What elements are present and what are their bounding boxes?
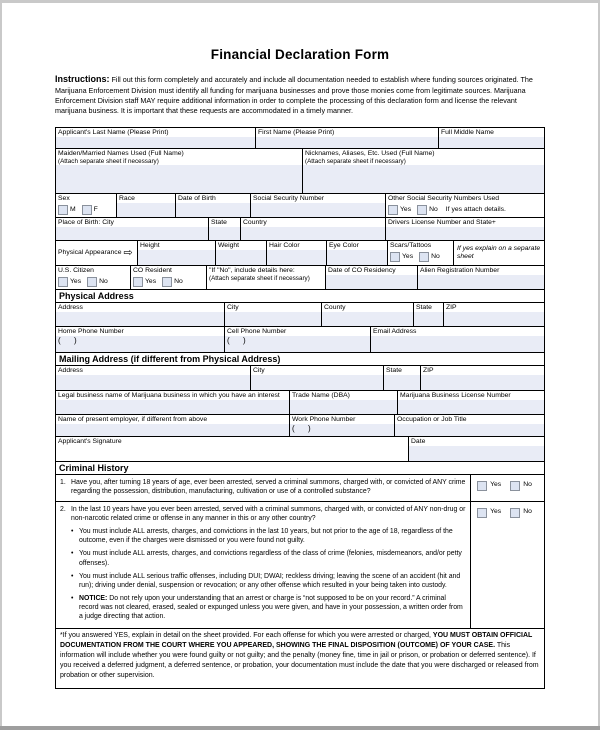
bullet-icon: • bbox=[71, 528, 74, 536]
checkbox-label: Yes bbox=[400, 205, 412, 213]
footnote bbox=[56, 629, 544, 688]
section-physical-address bbox=[56, 290, 544, 303]
field-label: Address bbox=[58, 367, 83, 374]
field-license-number bbox=[398, 391, 544, 414]
pa-city-input[interactable] bbox=[225, 312, 321, 326]
field-race bbox=[117, 194, 176, 217]
hair-color-input[interactable] bbox=[267, 250, 326, 265]
field-label: Occupation or Job Title bbox=[397, 416, 467, 423]
field-sex bbox=[56, 194, 117, 217]
dob-input[interactable] bbox=[176, 203, 250, 217]
field-note: If yes explain on a separate sheet bbox=[457, 244, 541, 260]
field-pob-city bbox=[56, 218, 209, 240]
date-input[interactable] bbox=[409, 446, 544, 461]
field-label: City bbox=[253, 367, 265, 374]
ma-city-input[interactable] bbox=[251, 375, 383, 390]
field-employer bbox=[56, 415, 290, 436]
weight-input[interactable] bbox=[216, 250, 266, 265]
row-physical-address bbox=[56, 303, 544, 327]
field-label: Other Social Security Numbers Used bbox=[388, 195, 500, 202]
resident-options bbox=[131, 275, 206, 288]
height-input[interactable] bbox=[138, 250, 215, 265]
section-mailing-address bbox=[56, 353, 544, 366]
field-height bbox=[138, 241, 216, 265]
citizen-options bbox=[56, 275, 130, 288]
field-label: Scars/Tattoos bbox=[390, 242, 432, 249]
question-1-answers bbox=[471, 475, 544, 501]
field-label: Email Address bbox=[373, 328, 417, 335]
field-last-name bbox=[56, 128, 256, 148]
license-number-input[interactable] bbox=[398, 400, 544, 414]
race-input[interactable] bbox=[117, 203, 175, 217]
other-ssn-options bbox=[386, 203, 544, 216]
question-number: 1. bbox=[60, 479, 66, 486]
field-signature[interactable] bbox=[56, 437, 409, 461]
field-label: Full Middle Name bbox=[441, 129, 494, 136]
field-legal-business-name bbox=[56, 391, 290, 414]
field-eye-color bbox=[327, 241, 388, 265]
checkbox-male[interactable] bbox=[58, 205, 68, 215]
checkbox-q2-no[interactable] bbox=[510, 508, 520, 518]
field-pa-city bbox=[225, 303, 322, 326]
nicknames-input[interactable] bbox=[303, 165, 544, 193]
field-drivers-license bbox=[386, 218, 544, 240]
checkbox-label: No bbox=[431, 252, 440, 260]
checkbox-label: Yes bbox=[145, 277, 157, 285]
email-input[interactable] bbox=[371, 336, 544, 352]
field-label: Place of Birth: City bbox=[58, 219, 114, 226]
field-nicknames bbox=[303, 149, 544, 193]
scars-options bbox=[388, 250, 453, 263]
field-label: State bbox=[416, 304, 432, 311]
field-scars-tattoos bbox=[388, 241, 454, 265]
field-label: CO Resident bbox=[133, 267, 172, 274]
occupation-input[interactable] bbox=[395, 424, 544, 436]
bullet-icon: • bbox=[71, 550, 74, 558]
instructions-paragraph bbox=[55, 73, 545, 116]
page-edge-left bbox=[0, 0, 2, 730]
field-label: Legal business name of Marijuana business in which you have an interest bbox=[58, 392, 280, 399]
question-1-row bbox=[56, 475, 544, 502]
field-label: Sex bbox=[58, 195, 70, 202]
ma-state-input[interactable] bbox=[384, 375, 420, 390]
pob-country-input[interactable] bbox=[241, 227, 385, 240]
appearance-label-cell bbox=[56, 241, 138, 265]
field-date bbox=[409, 437, 544, 461]
row-signature bbox=[56, 437, 544, 462]
field-cell-phone bbox=[225, 327, 371, 352]
field-label: Applicant's Signature bbox=[58, 438, 122, 445]
last-name-input[interactable] bbox=[56, 137, 255, 148]
trade-name-input[interactable] bbox=[290, 400, 397, 414]
bullet-text: You must include ALL arrests, charges, and convictions regardless of the class of crime (felonies, misdemeanors, and/or petty offenses). bbox=[79, 550, 462, 567]
checkbox-label: Yes bbox=[490, 508, 502, 515]
section-title: Physical Address bbox=[59, 291, 134, 302]
field-first-name bbox=[256, 128, 439, 148]
field-ma-city bbox=[251, 366, 384, 390]
field-label: "If "No", include details here: bbox=[209, 267, 295, 274]
checkbox-citizen-no[interactable] bbox=[87, 277, 97, 287]
field-label: Date of Birth bbox=[178, 195, 216, 202]
field-label: Applicant's Last Name (Please Print) bbox=[58, 129, 169, 136]
field-pa-state bbox=[414, 303, 444, 326]
first-name-input[interactable] bbox=[256, 137, 438, 148]
pa-state-input[interactable] bbox=[414, 312, 443, 326]
field-label: Country bbox=[243, 219, 267, 226]
field-maiden-names bbox=[56, 149, 303, 193]
question-2-bullet bbox=[60, 527, 466, 545]
field-pa-zip bbox=[444, 303, 544, 326]
field-label: Trade Name (DBA) bbox=[292, 392, 350, 399]
field-sublabel: (Attach separate sheet if necessary) bbox=[58, 157, 159, 165]
checkbox-label: F bbox=[93, 205, 98, 213]
section-title: Criminal History bbox=[59, 463, 129, 474]
checkbox-citizen-yes[interactable] bbox=[58, 277, 68, 287]
checkbox-label: No bbox=[99, 277, 108, 285]
field-label: Eye Color bbox=[329, 242, 359, 249]
field-ma-state bbox=[384, 366, 421, 390]
middle-name-input[interactable] bbox=[439, 137, 544, 148]
question-number: 2. bbox=[60, 506, 66, 513]
checkbox-q1-no[interactable] bbox=[510, 481, 520, 491]
ma-address-input[interactable] bbox=[56, 375, 250, 390]
page-title: Financial Declaration Form bbox=[210, 47, 390, 62]
checkbox-q1-yes[interactable] bbox=[477, 481, 487, 491]
bullet-icon: • bbox=[71, 572, 74, 580]
section-title: Mailing Address (if different from Physical Address) bbox=[59, 354, 281, 365]
field-middle-name bbox=[439, 128, 544, 148]
checkbox-label: No bbox=[429, 205, 438, 213]
row-employer bbox=[56, 415, 544, 437]
maiden-names-input[interactable] bbox=[56, 165, 302, 193]
field-label: Cell Phone Number bbox=[227, 328, 287, 335]
question-2-notice bbox=[60, 594, 466, 621]
checkbox-label: M bbox=[70, 205, 76, 213]
question-2-text bbox=[56, 502, 471, 628]
pob-city-input[interactable] bbox=[56, 227, 208, 240]
row-mailing-address bbox=[56, 366, 544, 391]
instructions-text: Fill out this form completely and accurately and include all documentation needed to establish where funding sources originated. The Marijuana Enforcement Division must identify all funding for marijuana businesses and prove those monies come from legitimate sources. Marijuana Enforcement Division staff MAY require additional information in order to complete the processing of this declaration form and license the relevant marijuana business. It is important that these requests are accommodated in a timely manner. bbox=[55, 75, 533, 115]
field-label: Hair Color bbox=[269, 242, 300, 249]
row-citizenship bbox=[56, 266, 544, 290]
ssn-input[interactable] bbox=[251, 203, 385, 217]
pob-state-input[interactable] bbox=[209, 227, 240, 240]
field-label: Drivers License Number and State+ bbox=[388, 219, 496, 226]
checkbox-resident-yes[interactable] bbox=[133, 277, 143, 287]
scars-explain-note bbox=[454, 241, 544, 265]
question-1-text bbox=[56, 475, 471, 501]
checkbox-resident-no[interactable] bbox=[162, 277, 172, 287]
field-label: Maiden/Married Names Used (Full Name) bbox=[58, 150, 184, 157]
field-label: Work Phone Number bbox=[292, 416, 356, 423]
question-2-answers bbox=[471, 502, 544, 628]
field-ma-address bbox=[56, 366, 251, 390]
field-other-ssn bbox=[386, 194, 544, 217]
checkbox-label: Yes bbox=[402, 252, 414, 260]
field-label: Social Security Number bbox=[253, 195, 325, 202]
field-ssn bbox=[251, 194, 386, 217]
field-weight bbox=[216, 241, 267, 265]
field-label: City bbox=[227, 304, 239, 311]
field-us-citizen bbox=[56, 266, 131, 289]
field-co-resident bbox=[131, 266, 207, 289]
eye-color-input[interactable] bbox=[327, 250, 387, 265]
field-label: Weight bbox=[218, 242, 240, 249]
co-residency-date-input[interactable] bbox=[326, 275, 417, 289]
alien-number-input[interactable] bbox=[418, 275, 544, 289]
bullet-text: You must include ALL arrests, charges, and convictions in the last 10 years, but not prior to the age of 18, regardless of the outcome, even if the charges were dismissed or you were found not guilty. bbox=[79, 528, 453, 545]
field-alien-number bbox=[418, 266, 544, 289]
checkbox-female[interactable] bbox=[82, 205, 92, 215]
instructions-label: Instructions: bbox=[55, 74, 110, 84]
field-home-phone bbox=[56, 327, 225, 352]
row-aliases bbox=[56, 149, 544, 194]
checkbox-label: Yes bbox=[70, 277, 82, 285]
field-dob bbox=[176, 194, 251, 217]
field-label: ZIP bbox=[446, 304, 457, 311]
field-pob-country bbox=[241, 218, 386, 240]
checkbox-label: Yes bbox=[490, 481, 502, 488]
footnote-part2: YOU MUST OBTAIN OFFICIAL DOCUMENTATION FROM THE COURT WHERE YOU APPEARED, SHOWING THE FINAL DISPOSITION (OUTCOME) OF YOUR CASE. bbox=[60, 632, 533, 649]
row-appearance bbox=[56, 241, 544, 266]
field-label: First Name (Please Print) bbox=[258, 129, 335, 136]
field-note: If yes attach details. bbox=[445, 205, 506, 213]
drivers-license-input[interactable] bbox=[386, 227, 544, 240]
field-label: Race bbox=[119, 195, 135, 202]
work-phone-input[interactable]: ( ) bbox=[290, 424, 394, 436]
section-criminal-history bbox=[56, 462, 544, 475]
bullet-text: You must include ALL serious traffic offenses, including DUI; DWAI; reckless driving; leaving the scene of an accident (hit and run); driving under denial, suspension or revocation; or any other offense which resulted in your being taken into custody. bbox=[79, 572, 461, 589]
notice-body: Do not rely upon your understanding that an arrest or charge is “not supposed to be on your record.” A criminal record was not cleared, erased, sealed or expunged unless you were given, and have in your possession, a written order from a judge directing that action. bbox=[79, 594, 463, 621]
checkbox-other-ssn-yes[interactable] bbox=[388, 205, 398, 215]
field-work-phone bbox=[290, 415, 395, 436]
page-bottom-bar bbox=[0, 726, 600, 730]
checkbox-scars-yes[interactable] bbox=[390, 252, 400, 262]
field-label: ZIP bbox=[423, 367, 434, 374]
field-label: Marijuana Business License Number bbox=[400, 392, 511, 399]
footnote-part1: *If you answered YES, explain in detail on the sheet provided. For each offense for which you were arrested or charged, bbox=[60, 632, 433, 639]
pa-zip-input[interactable] bbox=[444, 312, 544, 326]
field-if-no-details[interactable] bbox=[207, 266, 326, 289]
field-label: Address bbox=[58, 304, 83, 311]
field-label: Date bbox=[411, 438, 426, 445]
question-2-row bbox=[56, 502, 544, 629]
question-body: In the last 10 years have you ever been arrested, served with a criminal summons, charged with, or convicted of ANY non-drug or non-narcotic related crime or offense in any manner in this or any other country? bbox=[71, 506, 466, 523]
ma-zip-input[interactable] bbox=[421, 375, 544, 390]
row-birthplace bbox=[56, 218, 544, 241]
field-label: County bbox=[324, 304, 346, 311]
field-label: Name of present employer, if different from above bbox=[58, 416, 208, 423]
footnote-text bbox=[60, 631, 540, 686]
field-label: Home Phone Number bbox=[58, 328, 124, 335]
row-phones bbox=[56, 327, 544, 353]
question-2-bullet bbox=[60, 572, 466, 590]
field-co-residency-date bbox=[326, 266, 418, 289]
field-hair-color bbox=[267, 241, 327, 265]
declaration-form bbox=[55, 127, 545, 689]
field-pa-address bbox=[56, 303, 225, 326]
notice-label: NOTICE: bbox=[79, 594, 108, 602]
field-label: Alien Registration Number bbox=[420, 267, 500, 274]
field-label: Height bbox=[140, 242, 160, 249]
pa-county-input[interactable] bbox=[322, 312, 413, 326]
field-label: Date of CO Residency bbox=[328, 267, 396, 274]
question-body: Have you, after turning 18 years of age, ever been arrested, served a criminal summons, charged with, or convicted of ANY crime regarding the possession, distribution, manufacturing, cultivation or use of a controlled substance? bbox=[71, 479, 466, 496]
row-vitals bbox=[56, 194, 544, 218]
field-sublabel: (Attach separate sheet if necessary) bbox=[209, 274, 310, 282]
field-occupation bbox=[395, 415, 544, 436]
checkbox-other-ssn-no[interactable] bbox=[417, 205, 427, 215]
field-trade-name bbox=[290, 391, 398, 414]
field-label: Nicknames, Aliases, Etc. Used (Full Name) bbox=[305, 150, 435, 157]
row-business bbox=[56, 391, 544, 415]
sex-options bbox=[56, 203, 116, 216]
field-sublabel: (Attach separate sheet if necessary) bbox=[305, 157, 406, 165]
row-names bbox=[56, 128, 544, 149]
page-edge-top bbox=[0, 0, 600, 3]
checkbox-scars-no[interactable] bbox=[419, 252, 429, 262]
field-label: U.S. Citizen bbox=[58, 267, 94, 274]
employer-input[interactable] bbox=[56, 424, 289, 436]
notice-text bbox=[79, 594, 466, 621]
bullet-icon: • bbox=[71, 594, 74, 602]
field-ma-zip bbox=[421, 366, 544, 390]
question-2-bullet bbox=[60, 549, 466, 567]
checkbox-label: No bbox=[523, 508, 532, 515]
right-arrow-icon: ⇨ bbox=[123, 246, 133, 259]
legal-business-name-input[interactable] bbox=[56, 400, 289, 414]
field-pa-county bbox=[322, 303, 414, 326]
pa-address-input[interactable] bbox=[56, 312, 224, 326]
field-label: Physical Appearance bbox=[58, 249, 122, 257]
field-pob-state bbox=[209, 218, 241, 240]
field-label: State bbox=[211, 219, 227, 226]
checkbox-label: No bbox=[523, 481, 532, 488]
checkbox-q2-yes[interactable] bbox=[477, 508, 487, 518]
checkbox-label: No bbox=[174, 277, 183, 285]
home-phone-input[interactable]: ( ) bbox=[56, 336, 224, 352]
field-label: State bbox=[386, 367, 402, 374]
cell-phone-input[interactable]: ( ) bbox=[225, 336, 370, 352]
field-email bbox=[371, 327, 544, 352]
footnote-part3: This information will include whether you were found guilty or not guilty; and the penalty (money fine, time in jail or prison, or probation or deferred sentence). If you received a deferred judgment, a deferred sentence, or probation, your documentation must include the date that you were discharged or released from probation or other supervision. bbox=[60, 641, 539, 679]
